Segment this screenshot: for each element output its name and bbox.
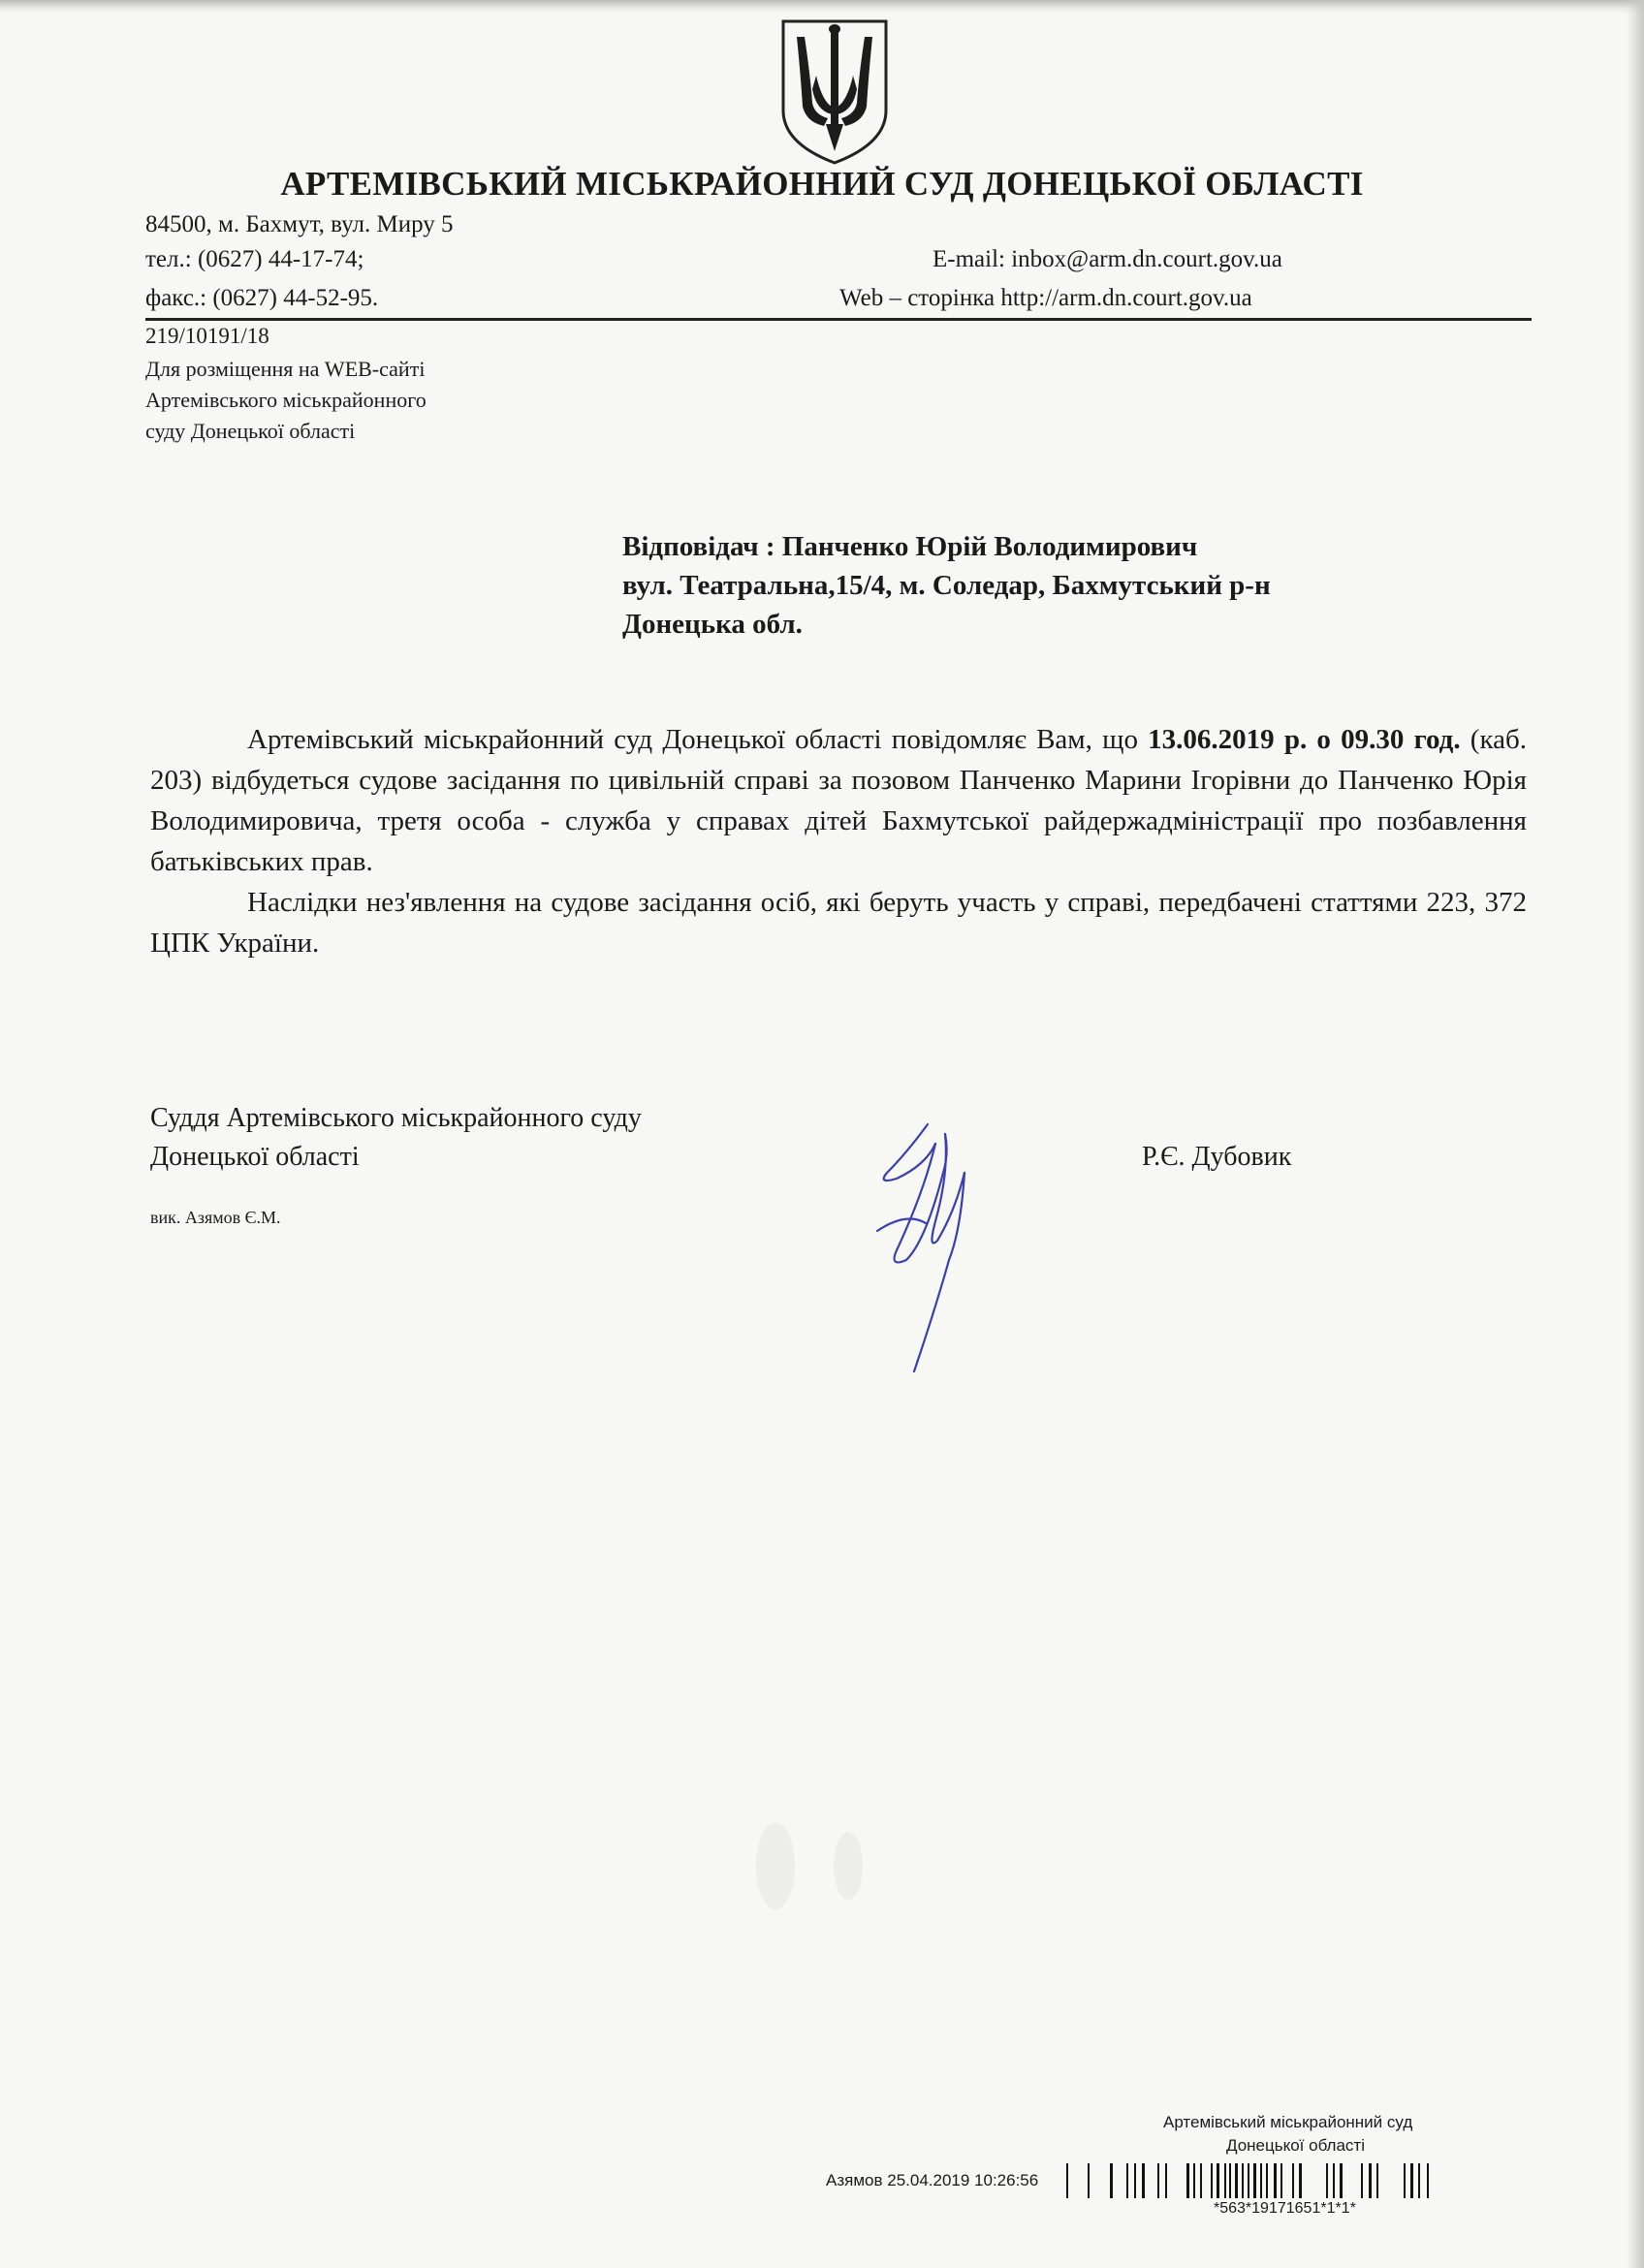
barcode bbox=[1066, 2163, 1551, 2198]
notice-paragraph bbox=[150, 719, 1527, 882]
judge-title: Донецької області bbox=[150, 1142, 360, 1172]
court-name: АРТЕМІВСЬКИЙ МІСЬКРАЙОННИЙ СУД ДОНЕЦЬКОЇ ОБЛАСТІ bbox=[280, 165, 1364, 203]
judge-title: Суддя Артемівського міськрайонного суду bbox=[150, 1103, 642, 1133]
case-number: 219/10191/18 bbox=[145, 324, 269, 348]
registration-timestamp: Азямов 25.04.2019 10:26:56 bbox=[826, 2171, 1039, 2189]
coat-of-arms-icon bbox=[777, 17, 892, 165]
scan-edge bbox=[1627, 0, 1644, 2268]
executor: вик. Азямов Є.М. bbox=[150, 1208, 281, 1227]
notice-body bbox=[150, 719, 1527, 963]
notice-paragraph: Наслідки нез'явлення на судове засідання осіб, які беруть участь у справі, передбачені статтями 223, 372 ЦПК України. bbox=[150, 887, 1527, 959]
court-address: 84500, м. Бахмут, вул. Миру 5 bbox=[145, 211, 454, 237]
court-stamp: Артемівський міськрайонний суд bbox=[1163, 2113, 1413, 2131]
court-stamp: Донецької області bbox=[1226, 2136, 1365, 2155]
judge-name: Р.Є. Дубовик bbox=[1142, 1142, 1292, 1172]
notice-text: Артемівський міськрайонний суд Донецької області повідомляє Вам, що bbox=[247, 724, 1149, 755]
smudge bbox=[834, 1832, 863, 1900]
smudge bbox=[756, 1822, 795, 1909]
placement-note: суду Донецької області bbox=[145, 419, 356, 443]
addressee-address: вул. Театральна,15/4, м. Соледар, Бахмутський р-н bbox=[622, 570, 1271, 601]
court-email: E-mail: inbox@arm.dn.court.gov.ua bbox=[933, 246, 1282, 272]
addressee-region: Донецька обл. bbox=[622, 609, 803, 640]
handwritten-signature bbox=[868, 1115, 994, 1376]
hearing-datetime: 13.06.2019 р. о 09.30 год. bbox=[1148, 724, 1461, 755]
court-phone: тел.: (0627) 44-17-74; bbox=[145, 246, 364, 272]
court-fax: факс.: (0627) 44-52-95. bbox=[145, 285, 379, 311]
addressee-name: Відповідач : Панченко Юрій Володимирович bbox=[622, 531, 1198, 562]
barcode-text: *563*19171651*1*1* bbox=[1214, 2200, 1356, 2217]
scan-edge bbox=[0, 0, 1644, 14]
placement-note: Для розміщення на WEB-сайті bbox=[145, 357, 426, 381]
placement-note: Артемівського міськрайонного bbox=[145, 388, 427, 412]
header-divider bbox=[145, 318, 1532, 321]
notice-text: (каб. 203) відбудеться судове засідання по цивільній справі за позовом Панченко Марини Ігорівни до Панченко Юрія Володимировича, третя особа - служба у справах дітей Бахмутської райдержадміністрації про позбавлення батьківських прав. bbox=[150, 724, 1527, 877]
court-website: Web – сторінка http://arm.dn.court.gov.ua bbox=[839, 285, 1252, 311]
